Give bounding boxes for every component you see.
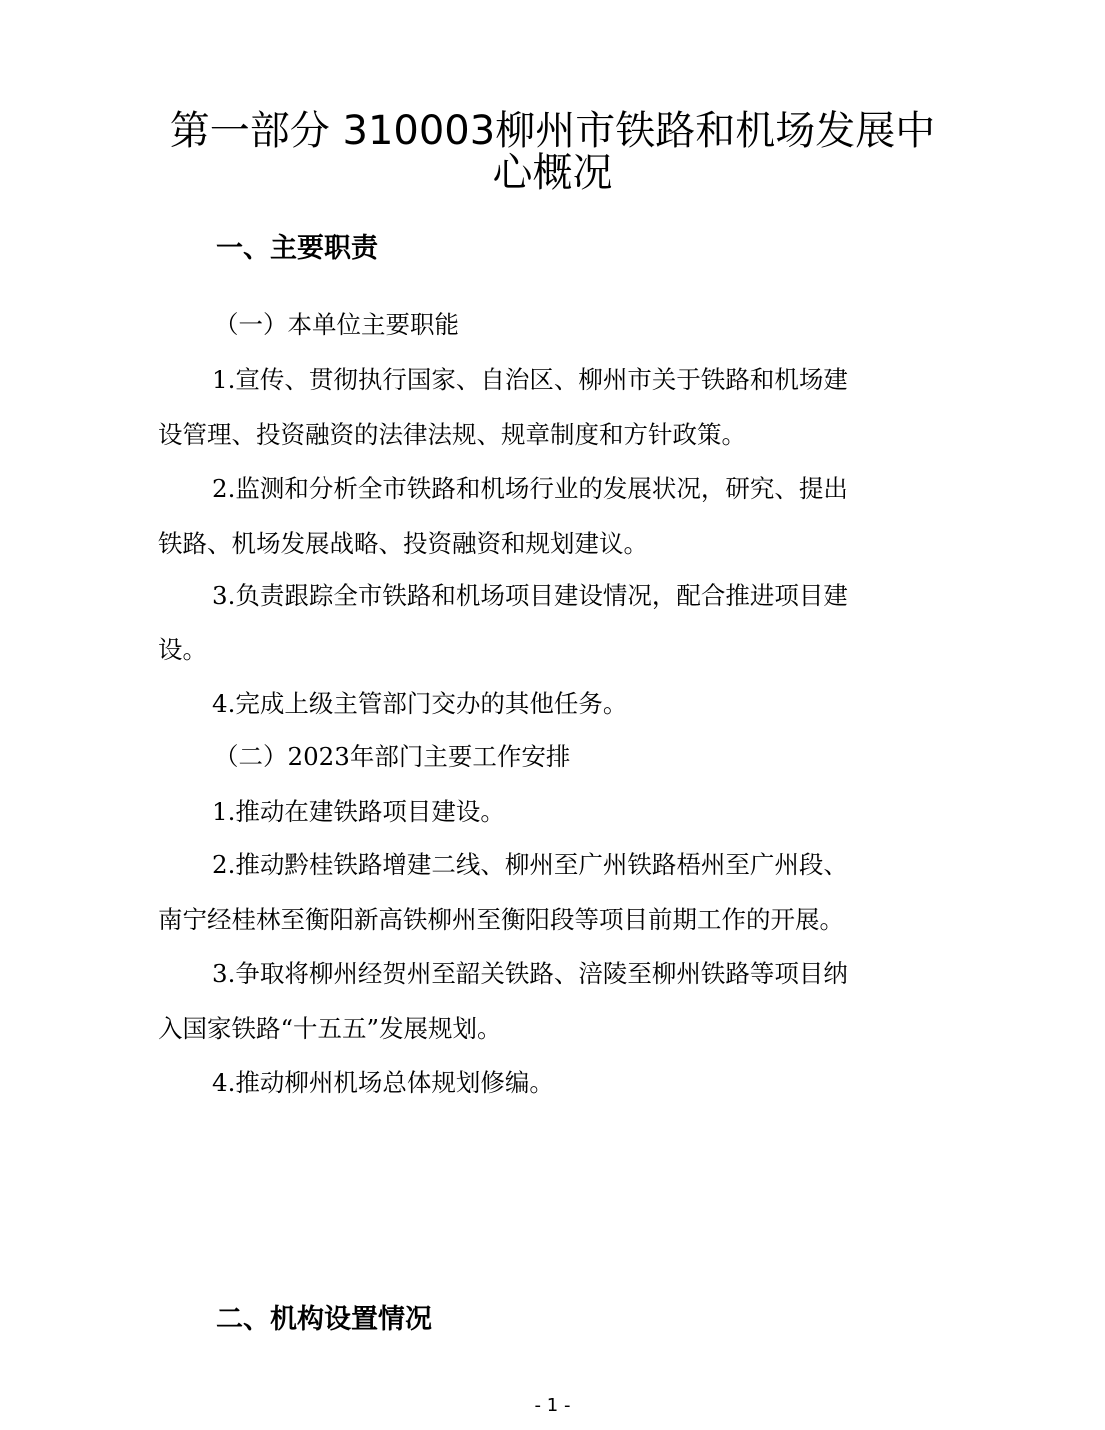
function-item-4: 4.完成上级主管部门交办的其他任务。 bbox=[212, 689, 628, 718]
page-title-line-2: 心概况 bbox=[492, 150, 613, 196]
page-title-line-1: 第一部分 310003柳州市铁路和机场发展中 bbox=[169, 108, 936, 154]
function-item-1-line-2: 设管理、投资融资的法律法规、规章制度和方针政策。 bbox=[158, 420, 746, 449]
work-item-2-line-2: 南宁经桂林至衡阳新高铁柳州至衡阳段等项目前期工作的开展。 bbox=[158, 905, 844, 934]
function-item-1-line-1: 1.宣传、贯彻执行国家、自治区、柳州市关于铁路和机场建 bbox=[212, 365, 848, 394]
section-heading-duties: 一、主要职责 bbox=[216, 233, 378, 264]
function-item-2-line-2: 铁路、机场发展战略、投资融资和规划建议。 bbox=[158, 529, 648, 558]
work-item-4: 4.推动柳州机场总体规划修编。 bbox=[212, 1068, 554, 1097]
work-item-3-line-1: 3.争取将柳州经贺州至韶关铁路、涪陵至柳州铁路等项目纳 bbox=[212, 959, 848, 988]
work-item-3-line-2: 入国家铁路“十五五”发展规划。 bbox=[158, 1014, 502, 1043]
work-item-2-line-1: 2.推动黔桂铁路增建二线、柳州至广州铁路梧州至广州段、 bbox=[212, 850, 848, 879]
work-item-1: 1.推动在建铁路项目建设。 bbox=[212, 797, 505, 826]
section-heading-organization: 二、机构设置情况 bbox=[216, 1304, 432, 1335]
page-number: - 1 - bbox=[534, 1395, 571, 1416]
subsection-heading-work-plan: （二）2023年部门主要工作安排 bbox=[214, 742, 571, 771]
function-item-3-line-1: 3.负责跟踪全市铁路和机场项目建设情况，配合推进项目建 bbox=[212, 581, 848, 610]
function-item-2-line-1: 2.监测和分析全市铁路和机场行业的发展状况，研究、提出 bbox=[212, 474, 848, 503]
subsection-heading-functions: （一）本单位主要职能 bbox=[214, 310, 459, 339]
function-item-3-line-2: 设。 bbox=[158, 635, 207, 664]
